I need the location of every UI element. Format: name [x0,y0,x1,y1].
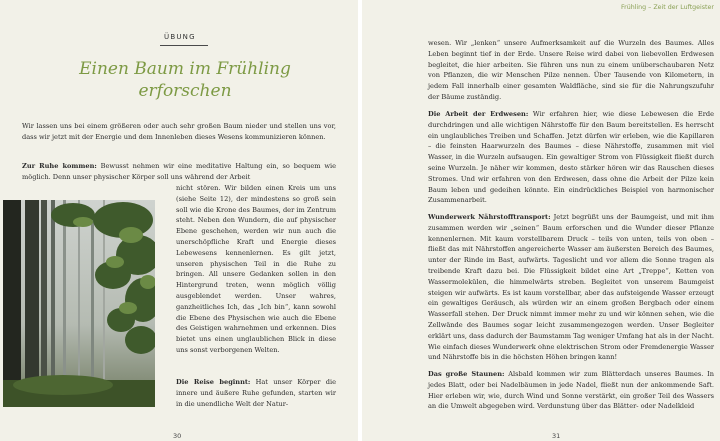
ruhe-paragraph-column: nicht stören. Wir bilden einen Kreis um uns (siehe Seite 12), der mindestens so groß sein soll wie die Krone des Baumes, der im Zentrum steht. Neben den Wundern, die auf physischer Ebene geschehen, werden wir nun auch die unerschöpfliche Kraft und Energie dieses Lebewesens kennenlernen. Es gilt jetzt, unseren physischen Teil in die Ruhe zu bringen. All unsere Gedanken sollen in den Hintergrund treten, wenn möglich völlig ausgeblendet werden. Unser wahres, ganzheitliches Ich, das „Ich bin“, kann sowohl die Ebene des Physischen wie auch die Ebene des Geistigen wahrnehmen und erkennen. Dies bietet uns einen unglaublichen Blick in diese uns sonst verborgenen Welten. [176,184,336,354]
p3-heading: Wunderwerk Nährstofftransport: [428,213,551,221]
page-number-left: 30 [173,432,182,440]
paragraph-1: wesen. Wir „lenken“ unsere Aufmerksamkeit auf die Wurzeln des Baumes. Alles Leben beginnt tief in der Erde. Unsere Reise wird dabei von liebevollen Erdwesen begleitet, die hier arbeiten. Sie führen uns nun zu einem unüberschaubaren Netz von Pflanzen, die wir Menschen Pilze nennen. Über Tausende von Kilometern, in jedem Fall innerhalb einer gesamten Waldfläche, sind sie für die Nahrungszufuhr der Bäume zuständig. [428,39,714,101]
reise-heading: Die Reise beginnt: [176,378,251,386]
reise-paragraph [176,377,336,409]
title-line-1: Einen Baum im Frühling [79,59,291,79]
section-label: ÜBUNG [164,33,196,41]
ruhe-text-full: Bewusst nehmen wir eine meditative Haltung ein, so bequem wie möglich. Denn unser physischer Körper soll uns während der Arbeit [22,162,336,181]
page-number-right: 31 [552,432,561,440]
p2-heading: Die Arbeit der Erdwesen: [428,110,529,118]
p4-text: Alsbald kommen wir zum Blätterdach unseres Baumes. In jedes Blatt, oder bei Nadelbäumen in jede Nadel, fließt nun der ankommende Saft. Hier erleben wir, wie, durch Wind und Sonne verstärkt, ein großer Teil des Wassers an die Umwelt abgegeben wird. Verdunstung über das Blätter- oder Nadelkleid [428,370,714,411]
intro-paragraph: Wir lassen uns bei einem größeren oder auch sehr großen Baum nieder und stellen uns vor, dass wir jetzt mit der Energie und dem Innenleben dieses Wesens kommunizieren können. [22,122,336,141]
paragraph-2 [428,109,714,206]
ruhe-paragraph-top [22,161,336,183]
forest-photo [3,200,155,407]
section-rule [160,45,208,46]
running-head: Frühling – Zeit der Luftgeister [620,4,714,11]
exercise-title [60,58,310,102]
title-line-2: erforschen [138,81,232,101]
left-page [0,0,358,441]
p4-heading: Das große Staunen: [428,370,505,378]
paragraph-3 [428,212,714,363]
p3-text: Jetzt begrüßt uns der Baumgeist, und mit ihm zusammen werden wir „seinen“ Baum erforschen und die Wunder dieser Pflanze kennenlernen. Mit kaum vorstellbarem Druck – teils von unten, teils von oben – fließt das mit Nährstoffen angereicherte Wasser am äußersten Bereich des Baumes, unter der Rinde im Bast, aufwärts. Tageslicht und vor allem die Sonne tragen als treibende Kraft dazu bei. Die Flüssigkeit bildet eine Art „Treppe“, Ketten von Wassermolekülen, die himmelwärts streben. Begleitet von unserem Baumgeist steigen wir aufwärts. Es ist kaum vorstellbar, aber das aufsteigende Wasser erzeugt ein gewaltiges Geräusch, als würden wir an einem großen Bergbach oder einem Wasserfall stehen. Der Druck nimmt immer mehr zu und wir können sehen, wie die Zellwände des Baumes sogar leicht zusammengezogen werden. Unser Begleiter erklärt uns, dass dadurch der Baumstamm Tag weniger Umfang hat als in der Nacht. Wie einfach dieses Wunderwerk ohne elektrischen Strom oder Fremdenergie Wasser und Nährstoffe bis in die höchsten Höhen bringen kann! [428,213,714,362]
reise-text: Hat unser Körper die innere und äußere Ruhe gefunden, starten wir in die unendliche Welt der Natur- [176,378,336,408]
p2-text: Wir erfahren hier, wie diese Lebewesen die Erde durchdringen und alle wichtigen Nährstoffe für den Baum bereitstellen. Es herrscht ein unglaubliches Treiben und Schaffen. Jetzt dürfen wir erleben, wie die Kapillaren – die feinsten Haarwurzeln des Baumes – diese Nährstoffe, zusammen mit viel Wasser, in die Wurzeln aufsaugen. Ein gewaltiger Strom von Flüssigkeit fließt durch seine Wurzeln. Je näher wir kommen, desto stärker hören wir das Rauschen dieses Stromes. Und wir erfahren von den Erdwesen, dass ohne die Arbeit der Pilze kein Baum leben und gedeihen könnte. Ein eindrückliches Beispiel von harmonischer Zusammenarbeit. [428,110,714,205]
right-page [362,0,720,441]
paragraph-4 [428,369,714,412]
ruhe-heading: Zur Ruhe kommen: [22,162,97,170]
